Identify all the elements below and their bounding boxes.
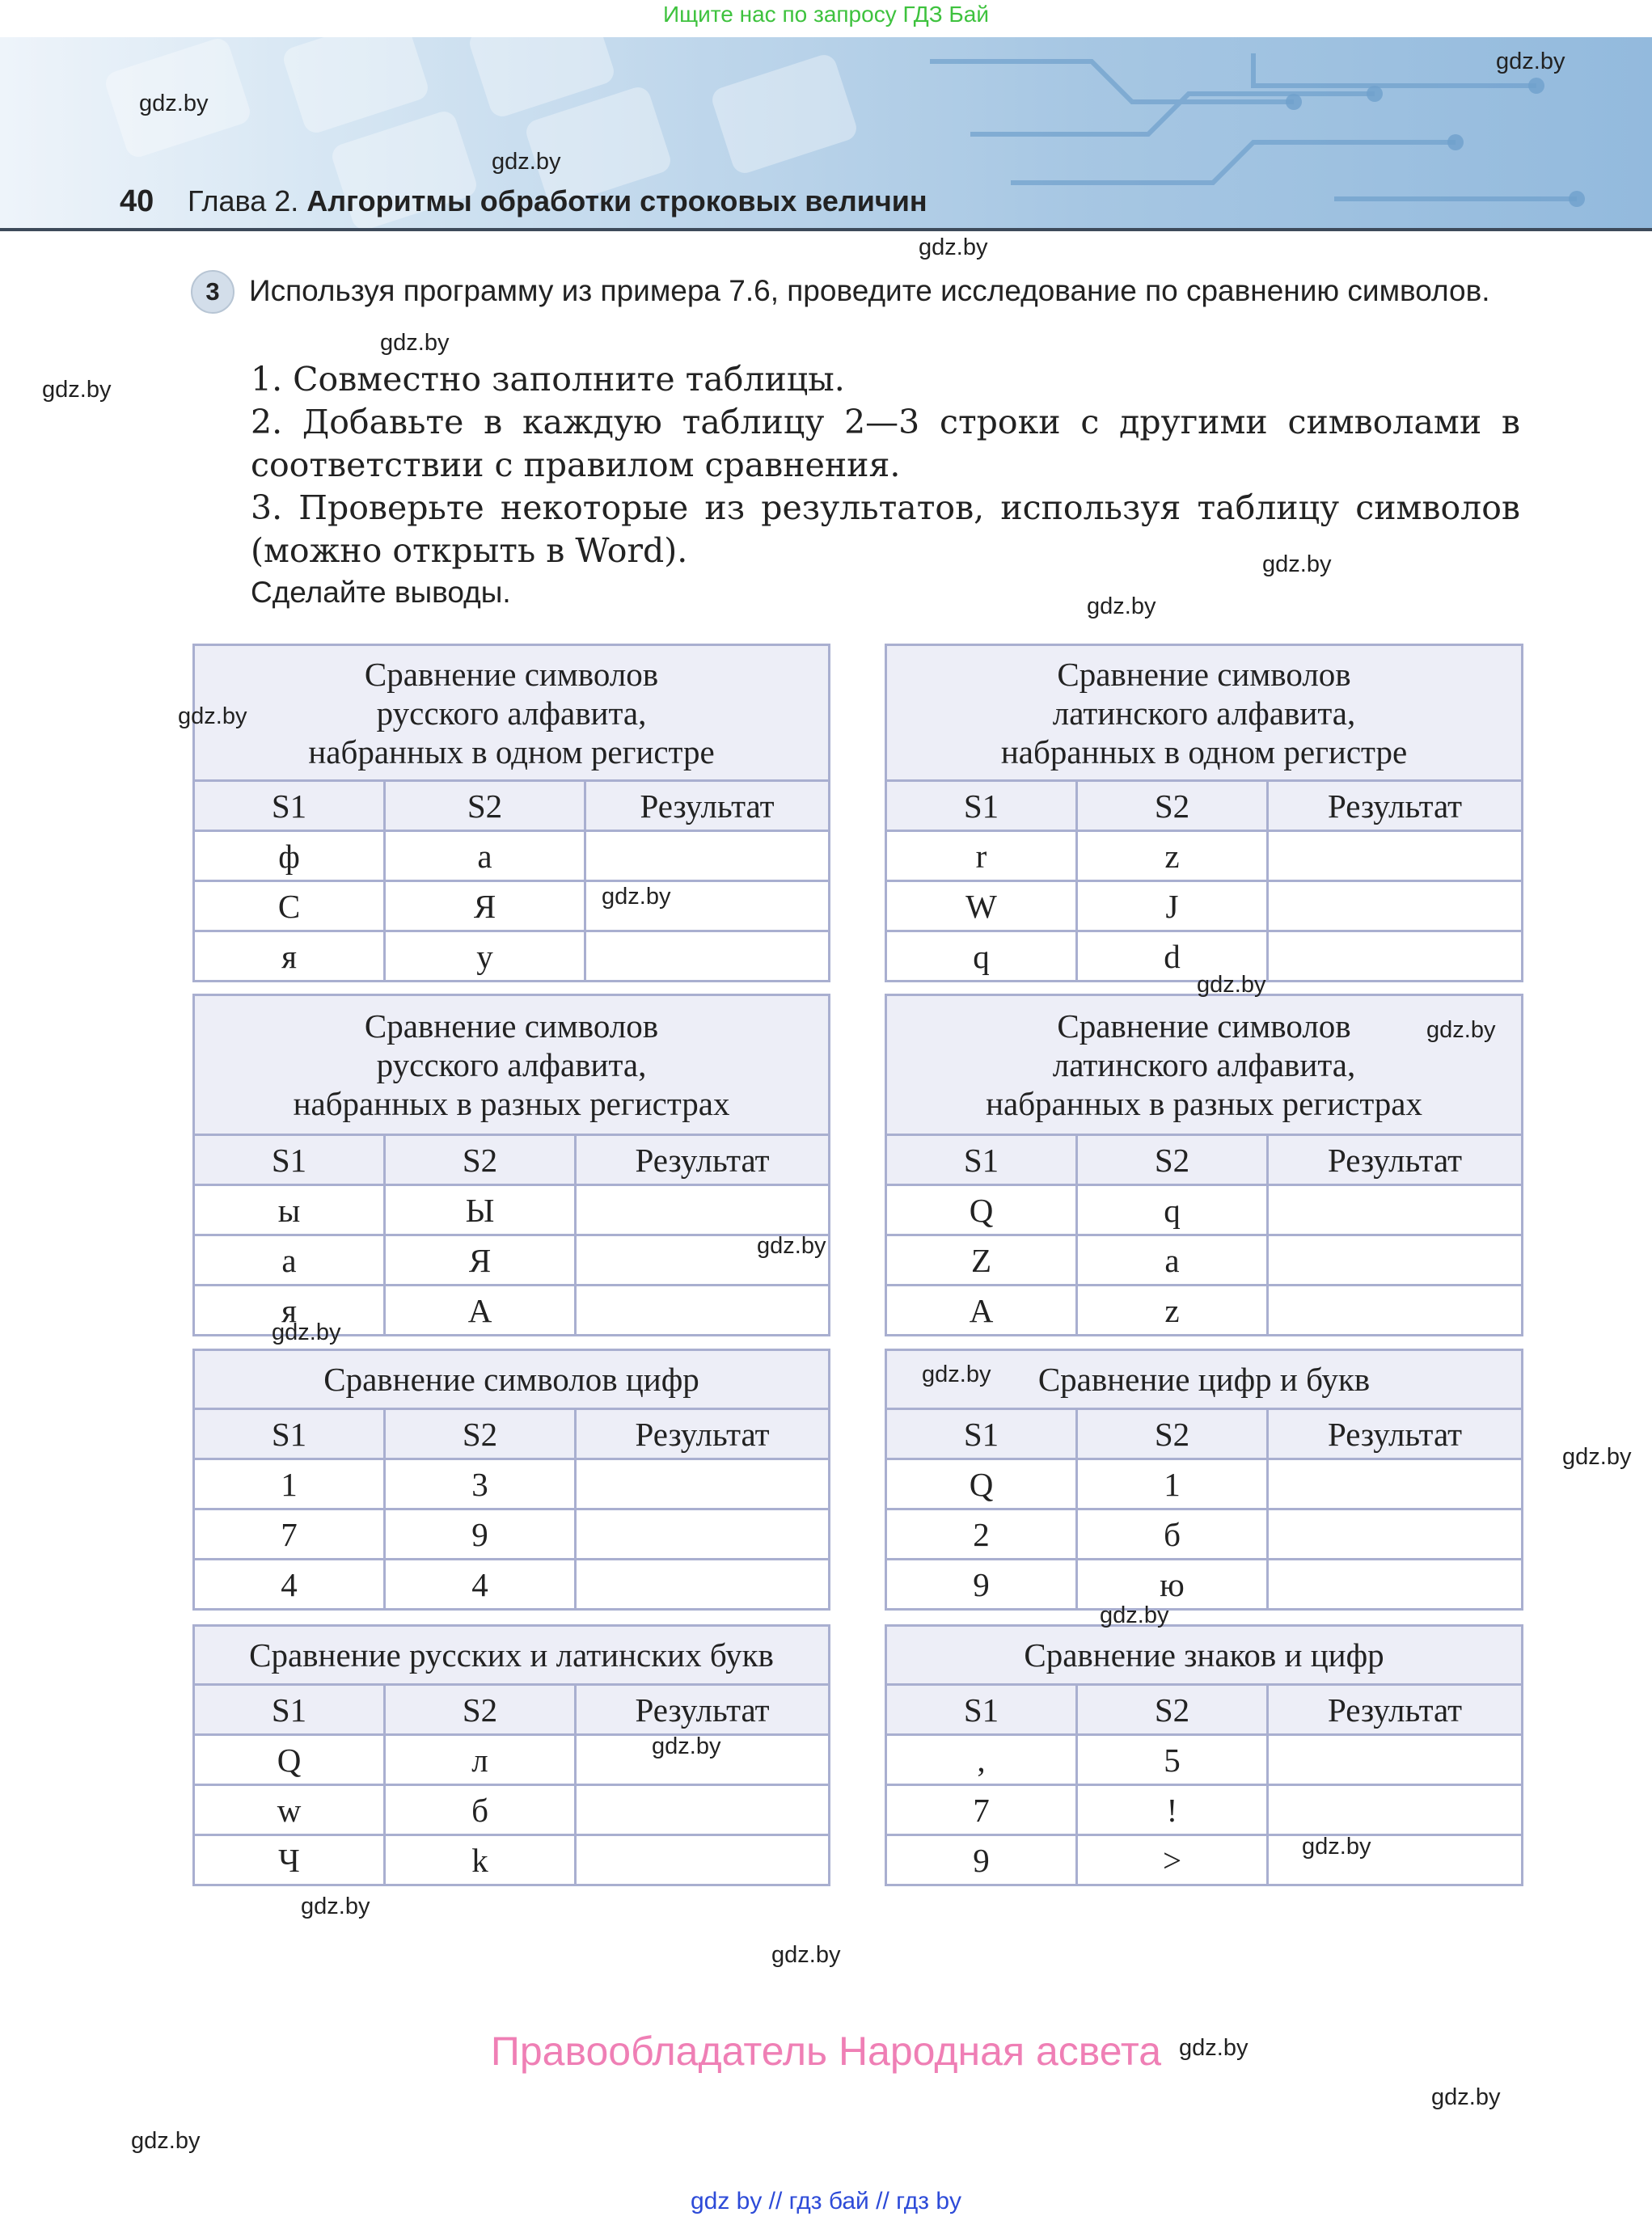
result-cell [1268,831,1523,881]
s2-cell: б [385,1785,576,1835]
page-number: 40 [120,184,154,218]
table-row [194,931,830,982]
s2-cell: J [1077,881,1268,931]
s2-cell: ! [1077,1785,1268,1835]
column-header: Результат [576,1685,830,1735]
column-header: Результат [576,1135,830,1185]
column-header: S1 [886,781,1077,831]
watermark-text: gdz.by [771,1942,841,1968]
task-number-badge: 3 [191,270,234,314]
comparison-table [192,994,830,1336]
s1-cell: Ч [194,1835,385,1885]
s1-cell: q [886,931,1077,982]
watermark-text: gdz.by [1179,2035,1249,2061]
table-row [194,1185,830,1235]
comparison-table [885,644,1523,982]
s1-cell: Q [886,1459,1077,1509]
watermark-text: gdz.by [1431,2084,1501,2110]
watermark-text: gdz.by [272,1319,341,1345]
result-cell [576,1185,830,1235]
banner-divider [0,228,1652,231]
table-row [886,1235,1523,1286]
s1-cell: 4 [194,1560,385,1610]
watermark-text: gdz.by [131,2128,201,2154]
s1-cell: ы [194,1185,385,1235]
s2-cell: л [385,1735,576,1785]
watermark-text: gdz.by [1262,551,1332,577]
s2-cell: 9 [385,1509,576,1560]
column-header: Результат [1268,1409,1523,1459]
s1-cell: 2 [886,1509,1077,1560]
s2-cell: Ы [385,1185,576,1235]
s1-cell: ф [194,831,385,881]
table-title: Сравнение русских и латинских букв [194,1626,830,1685]
watermark-text: gdz.by [301,1894,370,1919]
column-header: S2 [1077,1135,1268,1185]
s1-cell: а [194,1235,385,1286]
result-cell [1268,1560,1523,1610]
result-cell [576,1459,830,1509]
s2-cell: a [1077,1235,1268,1286]
watermark-text: gdz.by [139,91,209,116]
result-cell [1268,1785,1523,1835]
table-row [886,1286,1523,1336]
result-cell [576,1509,830,1560]
watermark-text: gdz.by [602,884,671,910]
column-header: S1 [886,1685,1077,1735]
column-header: Результат [576,1409,830,1459]
table-row [194,881,830,931]
column-header: S1 [886,1409,1077,1459]
watermark-text: gdz.by [652,1733,721,1759]
watermark-text: gdz.by [757,1233,826,1259]
result-cell [576,1286,830,1336]
s2-cell: q [1077,1185,1268,1235]
comparison-table [192,1624,830,1886]
table-row [194,1785,830,1835]
table-row [886,1459,1523,1509]
s1-cell: 9 [886,1835,1077,1885]
table-row [194,1459,830,1509]
watermark-text: gdz.by [919,234,988,260]
s1-cell: 7 [194,1509,385,1560]
s2-cell: 5 [1077,1735,1268,1785]
s1-cell: 1 [194,1459,385,1509]
table-row [194,1835,830,1885]
table-title: Сравнение символов русского алфавита, набранных в одном регистре [194,645,830,781]
result-cell [1268,1459,1523,1509]
table-title: Сравнение знаков и цифр [886,1626,1523,1685]
watermark-text: gdz.by [1562,1444,1632,1470]
table-title: Сравнение цифр и букв [886,1350,1523,1409]
column-header: S1 [194,1135,385,1185]
footer-links: gdz by // гдз бай // гдз by [690,2188,962,2214]
table-row [886,1560,1523,1610]
result-cell [576,1560,830,1610]
table-row [194,1509,830,1560]
column-header: S1 [194,1409,385,1459]
watermark-text: gdz.by [922,1362,991,1387]
s2-cell: а [385,831,585,881]
s1-cell: С [194,881,385,931]
s2-cell: Я [385,881,585,931]
s2-cell: > [1077,1835,1268,1885]
s2-cell: Я [385,1235,576,1286]
result-cell [1268,1509,1523,1560]
column-header: Результат [1268,781,1523,831]
s2-cell: ю [1077,1560,1268,1610]
table-row [886,881,1523,931]
chapter-title: Алгоритмы обработки строковых величин [306,184,927,217]
table-row [886,1735,1523,1785]
column-header: S1 [194,781,385,831]
task-text: Используя программу из примера 7.6, проведите исследование по сравнению символов. [249,274,1490,307]
result-cell [585,831,830,881]
result-cell [585,931,830,982]
table-title: Сравнение символов цифр [194,1350,830,1409]
top-search-note: Ищите нас по запросу ГДЗ Бай [662,2,990,27]
s2-cell: z [1077,831,1268,881]
column-header: S2 [385,1685,576,1735]
s1-cell: A [886,1286,1077,1336]
conclusion-text: Сделайте выводы. [251,576,511,609]
s2-cell: 3 [385,1459,576,1509]
task-item-3: 3. Проверьте некоторые из результатов, используя таблицу символов (можно открыть в Word). [251,488,1520,570]
watermark-text: gdz.by [492,149,561,175]
column-header: S1 [194,1685,385,1735]
s1-cell: Z [886,1235,1077,1286]
s2-cell: d [1077,931,1268,982]
table-row [194,1735,830,1785]
watermark-text: gdz.by [1100,1602,1169,1628]
watermark-text: gdz.by [1302,1834,1371,1860]
column-header: Результат [585,781,830,831]
column-header: S2 [1077,781,1268,831]
watermark-text: gdz.by [178,703,247,729]
s2-cell: б [1077,1509,1268,1560]
rights-holder: Правообладатель Народная асвета [490,2029,1162,2074]
table-title: Сравнение символов русского алфавита, набранных в разных регистрах [194,995,830,1135]
s1-cell: Q [886,1185,1077,1235]
s1-cell: я [194,931,385,982]
s1-cell: , [886,1735,1077,1785]
comparison-table [192,644,830,982]
s2-cell: А [385,1286,576,1336]
table-title: Сравнение символов латинского алфавита, набранных в разных регистрах [886,995,1523,1135]
comparison-table [885,994,1523,1336]
s2-cell: у [385,931,585,982]
s2-cell: k [385,1835,576,1885]
table-title: Сравнение символов латинского алфавита, набранных в одном регистре [886,645,1523,781]
task-item-1: 1. Совместно заполните таблицы. [251,360,845,399]
result-cell [1268,1235,1523,1286]
result-cell [576,1835,830,1885]
result-cell [1268,931,1523,982]
s1-cell: W [886,881,1077,931]
table-row [886,1185,1523,1235]
s1-cell: Q [194,1735,385,1785]
s2-cell: 4 [385,1560,576,1610]
watermark-text: gdz.by [1197,972,1266,998]
table-row [886,1835,1523,1885]
s1-cell: 7 [886,1785,1077,1835]
result-cell [1268,1735,1523,1785]
column-header: S2 [385,1135,576,1185]
table-row [194,1560,830,1610]
result-cell [1268,1185,1523,1235]
table-row [886,1785,1523,1835]
result-cell [576,1785,830,1835]
watermark-text: gdz.by [1496,49,1565,74]
column-header: S1 [886,1135,1077,1185]
s2-cell: 1 [1077,1459,1268,1509]
column-header: Результат [1268,1685,1523,1735]
column-header: S2 [385,1409,576,1459]
comparison-table [192,1349,830,1611]
chapter-prefix: Глава 2. [188,184,299,217]
task-item-2: 2. Добавьте в каждую таблицу 2—3 строки с другими символами в соответствии с правилом сравнения. [251,403,1520,484]
s2-cell: z [1077,1286,1268,1336]
comparison-table [885,1624,1523,1886]
watermark-text: gdz.by [380,330,450,356]
result-cell [1268,1286,1523,1336]
s1-cell: я [194,1286,385,1336]
table-row [886,831,1523,881]
s1-cell: w [194,1785,385,1835]
table-row [886,1509,1523,1560]
watermark-text: gdz.by [1426,1017,1496,1043]
column-header: S2 [1077,1685,1268,1735]
column-header: S2 [385,781,585,831]
table-row [194,831,830,881]
s1-cell: r [886,831,1077,881]
column-header: S2 [1077,1409,1268,1459]
watermark-text: gdz.by [42,377,112,403]
table-row [194,1235,830,1286]
chapter-heading [188,184,927,218]
s1-cell: 9 [886,1560,1077,1610]
column-header: Результат [1268,1135,1523,1185]
watermark-text: gdz.by [1087,593,1156,619]
result-cell [1268,881,1523,931]
